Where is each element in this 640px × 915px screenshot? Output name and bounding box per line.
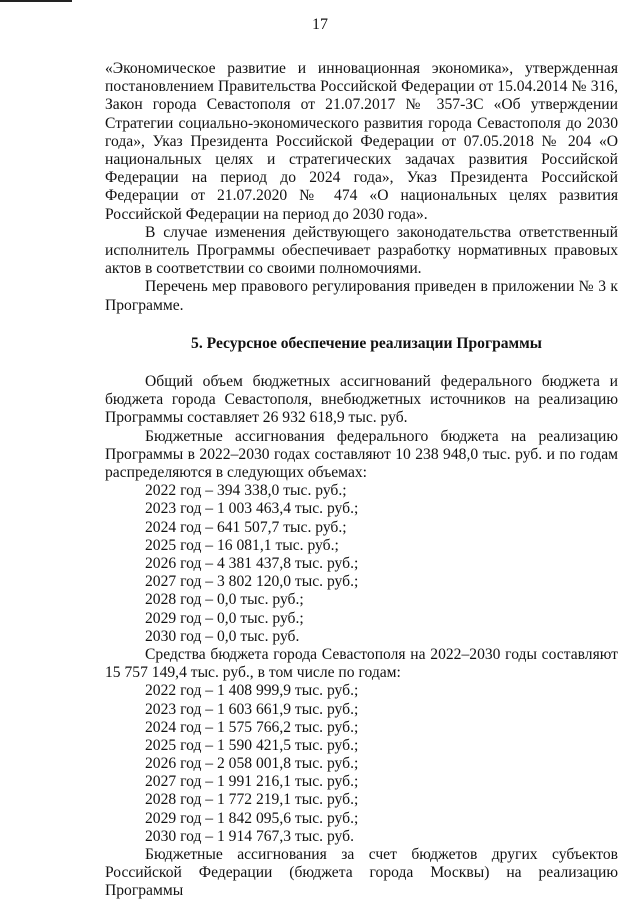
list-item: 2026 год – 2 058 001,8 тыс. руб.; (145, 755, 359, 773)
list-item: 2029 год – 1 842 095,6 тыс. руб.; (145, 809, 359, 827)
paragraph-federal-budget: Бюджетные ассигнования федерального бюджета на реализацию Программы в 2022–2030 годах составляют 10 238 948,0 тыс. руб. и по годам распределяются в следующих объемах: (105, 427, 618, 482)
paragraph-other-regions-budget: Бюджетные ассигнования за счет бюджетов других субъектов Российской Федерации (бюджета города Москвы) на реализацию Программы (105, 846, 618, 900)
page-number: 17 (312, 16, 328, 33)
list-item: 2025 год – 16 081,1 тыс. руб.; (145, 536, 339, 554)
paragraph-legislation-change: В случае изменения действующего законодательства ответственный исполнитель Программы обеспечивает разработку нормативных правовых актов в соответствии со своими полномочиями. (105, 223, 618, 278)
sevastopol-budget-list (105, 682, 618, 846)
list-item: 2030 год – 1 914 767,3 тыс. руб. (145, 827, 354, 845)
paragraph-sevastopol-budget: Средства бюджета города Севастополя на 2022–2030 годы составляют 15 757 149,4 тыс. руб., в том числе по годам: (105, 645, 618, 682)
paragraph-legal-basis: «Экономическое развитие и инновационная экономика», утвержденная постановлением Правительства Российской Федерации от 15.04.2014 № 316, Закон города Севастополя от 21.07.2017 № 357-ЗС «Об утверждении Стратегии социально-экономического развития города Севастополя до 2030 года», Указ Президента Российской Федерации от 07.05.2018 № 204 «О национальных целях и стратегических задачах развития Российской Федерации на период до 2024 года», Указ Президента Российской Федерации от 21.07.2020 № 474 «О национальных целях развития Российской Федерации на период до 2030 года». (105, 60, 618, 223)
list-item: 2027 год – 1 991 216,1 тыс. руб.; (145, 773, 359, 791)
list-item: 2023 год – 1 003 463,4 тыс. руб.; (145, 500, 359, 518)
list-item: 2024 год – 641 507,7 тыс. руб.; (145, 518, 347, 536)
list-item: 2028 год – 0,0 тыс. руб.; (145, 591, 304, 609)
list-item: 2025 год – 1 590 421,5 тыс. руб.; (145, 736, 359, 754)
list-item: 2029 год – 0,0 тыс. руб.; (145, 609, 304, 627)
list-item: 2024 год – 1 575 766,2 тыс. руб.; (145, 718, 359, 736)
document-body (105, 60, 618, 901)
list-item: 2022 год – 1 408 999,9 тыс. руб.; (145, 682, 359, 700)
list-item: 2022 год – 394 338,0 тыс. руб.; (145, 482, 347, 500)
paragraph-regulation-list: Перечень мер правового регулирования приведен в приложении № 3 к Программе. (105, 278, 618, 314)
list-item: 2030 год – 0,0 тыс. руб. (145, 627, 300, 645)
list-item: 2023 год – 1 603 661,9 тыс. руб.; (145, 700, 359, 718)
list-item: 2028 год – 1 772 219,1 тыс. руб.; (145, 791, 359, 809)
scan-corner-line (0, 0, 72, 2)
federal-budget-list (105, 482, 618, 646)
section-heading: 5. Ресурсное обеспечение реализации Программы (191, 334, 542, 352)
list-item: 2026 год – 4 381 437,8 тыс. руб.; (145, 555, 359, 573)
list-item: 2027 год – 3 802 120,0 тыс. руб.; (145, 573, 359, 591)
paragraph-total-budget: Общий объем бюджетных ассигнований федерального бюджета и бюджета города Севастополя, внебюджетных источников на реализацию Программы составляет 26 932 618,9 тыс. руб. (105, 373, 618, 427)
